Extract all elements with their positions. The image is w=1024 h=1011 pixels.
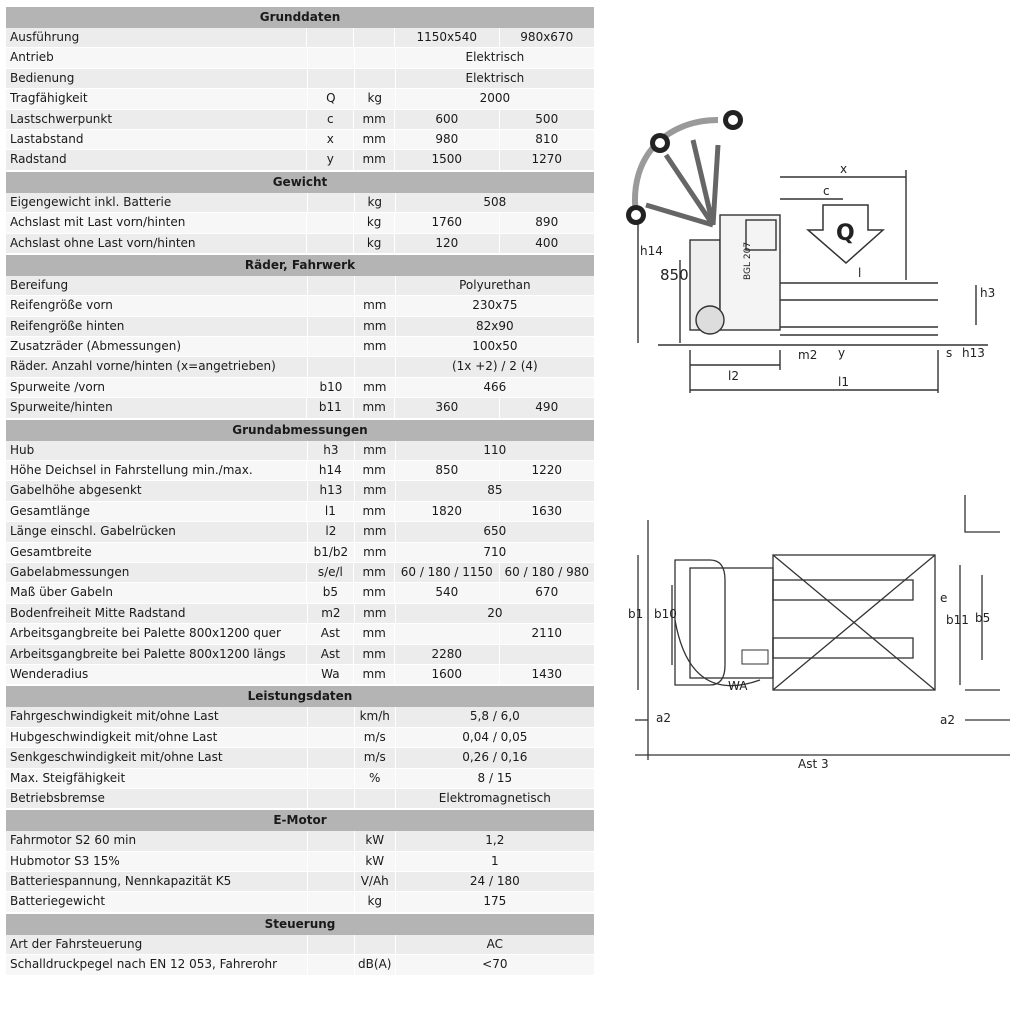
side-label-x: x [840,162,848,176]
row-value: Elektromagnetisch [438,790,551,805]
row-unit: mm [355,604,396,623]
side-label-s: s [946,346,953,360]
row-value: 1 [491,853,499,868]
row-label: Zusatzräder (Abmessungen) [6,337,308,356]
row-value-1: 1500 [395,150,499,169]
row-value: 710 [483,544,507,559]
row-value: 8 / 15 [477,770,513,785]
row-label: Eigengewicht inkl. Batterie [6,193,308,212]
row-label: Maß über Gabeln [6,583,307,602]
row-symbol: Wa [307,665,354,684]
row-value-1: 1600 [395,665,499,684]
row-symbol [307,234,354,253]
top-label-a2-right: a2 [940,713,955,727]
spec-row [6,789,594,809]
row-symbol: Ast [307,645,354,664]
side-label-m2: m2 [798,348,818,362]
row-label: Antrieb [6,48,308,67]
row-symbol: h14 [307,461,354,480]
row-symbol [308,955,355,974]
row-unit [355,357,396,376]
row-symbol: x [307,130,354,149]
spec-table [6,6,594,976]
spec-row [6,645,594,665]
section-header: Leistungsdaten [6,685,594,707]
row-label: Höhe Deichsel in Fahrstellung min./max. [6,461,307,480]
row-label: Gabelhöhe abgesenkt [6,481,308,500]
row-symbol [308,872,355,891]
row-value-1: 60 / 180 / 1150 [395,563,499,582]
row-value: <70 [482,957,508,972]
row-symbol [308,193,355,212]
row-unit: m/s [355,748,396,767]
side-label-y: y [838,346,846,360]
spec-row [6,89,594,109]
side-label-l2: l2 [728,369,739,383]
row-unit: mm [354,583,395,602]
spec-row [6,441,594,461]
row-value-2: 980x670 [520,30,574,44]
row-unit: mm [354,150,395,169]
row-label: Arbeitsgangbreite bei Palette 800x1200 längs [6,645,307,664]
row-value-2: 490 [535,400,559,415]
row-symbol: h3 [308,441,355,460]
row-value: 5,8 / 6,0 [469,709,520,724]
row-value-2: 60 / 180 / 980 [504,564,589,579]
row-value: 175 [483,894,507,909]
row-value: 110 [483,442,507,457]
row-value: 650 [483,524,507,539]
row-unit: mm [355,441,396,460]
row-label: Gesamtbreite [6,543,308,562]
side-label-l: l [858,266,862,280]
row-value-1: 1760 [395,213,499,232]
row-label: Gabelabmessungen [6,563,307,582]
row-label: Achslast ohne Last vorn/hinten [6,234,307,253]
row-unit: mm [355,296,396,315]
row-symbol [308,852,355,871]
row-unit: V/Ah [355,872,396,891]
row-value: 508 [483,194,507,209]
row-symbol [308,769,355,788]
row-label: Reifengröße vorn [6,296,308,315]
row-value: 82x90 [476,318,514,333]
side-label-l1: l1 [838,375,849,389]
row-value-1: 1150x540 [395,28,499,47]
row-label: Hubmotor S3 15% [6,852,308,871]
row-symbol [308,69,355,88]
side-badge: BGL 207 [743,241,753,280]
spec-row [6,522,594,542]
row-symbol: Ast [307,624,354,643]
row-symbol [308,707,355,726]
spec-row [6,955,594,975]
row-unit [355,48,396,67]
row-unit: kg [354,213,395,232]
row-unit: kg [355,89,396,108]
side-label-h3: h3 [980,286,996,300]
spec-row [6,852,594,872]
row-symbol [307,28,354,47]
row-unit: mm [354,624,395,643]
row-symbol: b1/b2 [308,543,355,562]
row-unit: m/s [355,728,396,747]
row-symbol [308,831,355,850]
row-unit: kg [355,193,396,212]
row-label: Hub [6,441,308,460]
top-label-b1: b1 [628,607,644,621]
row-label: Arbeitsgangbreite bei Palette 800x1200 quer [6,624,307,643]
row-value-2 [500,645,595,664]
spec-row [6,481,594,501]
spec-row [6,583,594,603]
section-header: Grunddaten [6,6,594,28]
row-unit [355,935,396,954]
row-label: Bereifung [6,276,308,295]
row-value-1: 2280 [395,645,499,664]
spec-row [6,769,594,789]
row-unit: mm [355,481,396,500]
row-value-2: 890 [535,215,559,230]
row-label: Bodenfreiheit Mitte Radstand [6,604,308,623]
row-symbol: Q [308,89,355,108]
spec-row [6,935,594,955]
side-label-h14: h14 [640,244,663,258]
spec-row [6,398,594,418]
row-value-2: 2110 [531,626,563,641]
top-label-wa: WA [728,679,748,693]
spec-row [6,193,594,213]
spec-row [6,748,594,768]
row-value-1: 540 [395,583,499,602]
row-value-1: 850 [395,461,499,480]
row-label: Wenderadius [6,665,307,684]
row-unit [355,276,396,295]
spec-row [6,728,594,748]
spec-row [6,48,594,68]
row-symbol: b11 [307,398,354,417]
row-unit: kg [354,234,395,253]
row-unit: kg [355,892,396,911]
top-label-e: e [940,591,948,605]
row-label: Räder. Anzahl vorne/hinten (x=angetrieben) [6,357,308,376]
row-symbol [308,935,355,954]
row-label: Schalldruckpegel nach EN 12 053, Fahrerohr [6,955,308,974]
spec-row [6,872,594,892]
row-label: Lastabstand [6,130,307,149]
row-unit: mm [354,398,395,417]
row-value-2: 1630 [531,503,563,518]
section-header: Räder, Fahrwerk [6,254,594,276]
side-label-q: Q [836,221,855,246]
row-unit: mm [354,461,395,480]
section-header: Grundabmessungen [6,419,594,441]
row-unit: % [355,769,396,788]
row-value-2: 500 [535,111,559,126]
row-value: 20 [487,605,503,620]
row-value: 0,26 / 0,16 [462,750,528,765]
row-symbol [308,337,355,356]
row-unit [355,69,396,88]
spec-row [6,707,594,727]
row-symbol [308,276,355,295]
top-view-drawing [630,490,1015,780]
row-value-1: 600 [395,110,499,129]
row-label: Länge einschl. Gabelrücken [6,522,308,541]
top-label-b11: b11 [946,613,969,627]
row-label: Senkgeschwindigkeit mit/ohne Last [6,748,308,767]
row-label: Max. Steigfähigkeit [6,769,308,788]
spec-row [6,130,594,150]
spec-row [6,276,594,296]
spec-row [6,831,594,851]
side-view-drawing [618,95,998,400]
spec-row [6,69,594,89]
row-unit: mm [354,502,395,521]
section-header: Steuerung [6,913,594,935]
row-unit: mm [355,317,396,336]
spec-row [6,296,594,316]
side-label-c: c [823,184,830,198]
spec-row [6,150,594,170]
side-label-h13: h13 [962,346,985,360]
row-value-2: 670 [535,585,559,600]
row-unit: mm [354,563,395,582]
row-unit: mm [354,110,395,129]
row-unit: km/h [355,707,396,726]
spec-row [6,563,594,583]
row-unit: dB(A) [355,955,396,974]
row-unit: mm [355,337,396,356]
row-value-1: 1820 [395,502,499,521]
row-label: Achslast mit Last vorn/hinten [6,213,307,232]
section-header: Gewicht [6,171,594,193]
row-value: AC [486,936,504,951]
row-unit: mm [354,645,395,664]
row-symbol [308,296,355,315]
row-label: Fahrmotor S2 60 min [6,831,308,850]
top-label-ast: Ast 3 [798,757,829,771]
row-symbol [308,317,355,336]
row-value-1: 980 [395,130,499,149]
row-label: Batteriespannung, Nennkapazität K5 [6,872,308,891]
spec-row [6,378,594,398]
row-label: Lastschwerpunkt [6,110,307,129]
row-value-1: 360 [395,398,499,417]
row-unit: mm [354,130,395,149]
row-symbol [308,48,355,67]
top-label-b10: b10 [654,607,677,621]
row-symbol: l2 [308,522,355,541]
row-label: Batteriegewicht [6,892,308,911]
row-value-2: 1430 [531,666,563,681]
row-symbol: b5 [307,583,354,602]
row-label: Radstand [6,150,307,169]
row-label: Art der Fahrsteuerung [6,935,308,954]
row-label: Reifengröße hinten [6,317,308,336]
row-label: Betriebsbremse [6,789,308,808]
spec-row [6,502,594,522]
row-symbol: b10 [308,378,355,397]
row-value: 2000 [479,91,511,106]
row-unit: mm [354,665,395,684]
row-value: Elektrisch [465,50,525,65]
row-unit [354,28,395,47]
spec-row [6,604,594,624]
row-symbol [308,789,355,808]
row-value-2: 1270 [531,152,563,167]
spec-row [6,624,594,644]
row-symbol: c [307,110,354,129]
row-value: (1x +2) / 2 (4) [451,359,538,374]
row-value-1: 120 [395,234,499,253]
row-value-2: 810 [535,131,559,146]
row-symbol: m2 [308,604,355,623]
row-symbol [308,728,355,747]
row-unit: kW [355,831,396,850]
row-value-1 [395,624,499,643]
row-value: 466 [483,379,507,394]
row-value: 85 [487,483,503,498]
row-unit [355,789,396,808]
row-label: Gesamtlänge [6,502,307,521]
row-value: 0,04 / 0,05 [462,729,528,744]
row-symbol [308,357,355,376]
row-value: Polyurethan [459,277,531,292]
row-value-2: 400 [535,235,559,250]
spec-row [6,110,594,130]
row-label: Bedienung [6,69,308,88]
row-value: 100x50 [472,339,518,354]
spec-row [6,357,594,377]
row-value: 230x75 [472,298,518,313]
row-value-2: 1220 [531,463,563,478]
row-label: Ausführung [6,28,307,47]
top-label-a2-left: a2 [656,711,671,725]
row-label: Spurweite/hinten [6,398,307,417]
spec-row [6,213,594,233]
spec-row [6,234,594,254]
spec-row [6,665,594,685]
row-label: Spurweite /vorn [6,378,308,397]
row-unit: mm [355,522,396,541]
spec-row [6,317,594,337]
spec-row [6,337,594,357]
row-label: Hubgeschwindigkeit mit/ohne Last [6,728,308,747]
row-label: Fahrgeschwindigkeit mit/ohne Last [6,707,308,726]
row-symbol: h13 [308,481,355,500]
row-unit: kW [355,852,396,871]
row-symbol [308,892,355,911]
row-symbol: l1 [307,502,354,521]
row-value: 24 / 180 [469,874,520,889]
spec-row [6,28,594,48]
spec-row [6,461,594,481]
row-value: 1,2 [485,833,505,848]
row-value: Elektrisch [465,70,525,85]
row-symbol [307,213,354,232]
section-header: E-Motor [6,809,594,831]
row-unit: mm [355,378,396,397]
row-symbol: y [307,150,354,169]
row-symbol [308,748,355,767]
spec-row [6,543,594,563]
spec-row [6,892,594,912]
row-label: Tragfähigkeit [6,89,308,108]
side-label-850: 850 [660,266,689,284]
top-label-b5: b5 [975,611,991,625]
row-unit: mm [355,543,396,562]
row-symbol: s/e/l [307,563,354,582]
